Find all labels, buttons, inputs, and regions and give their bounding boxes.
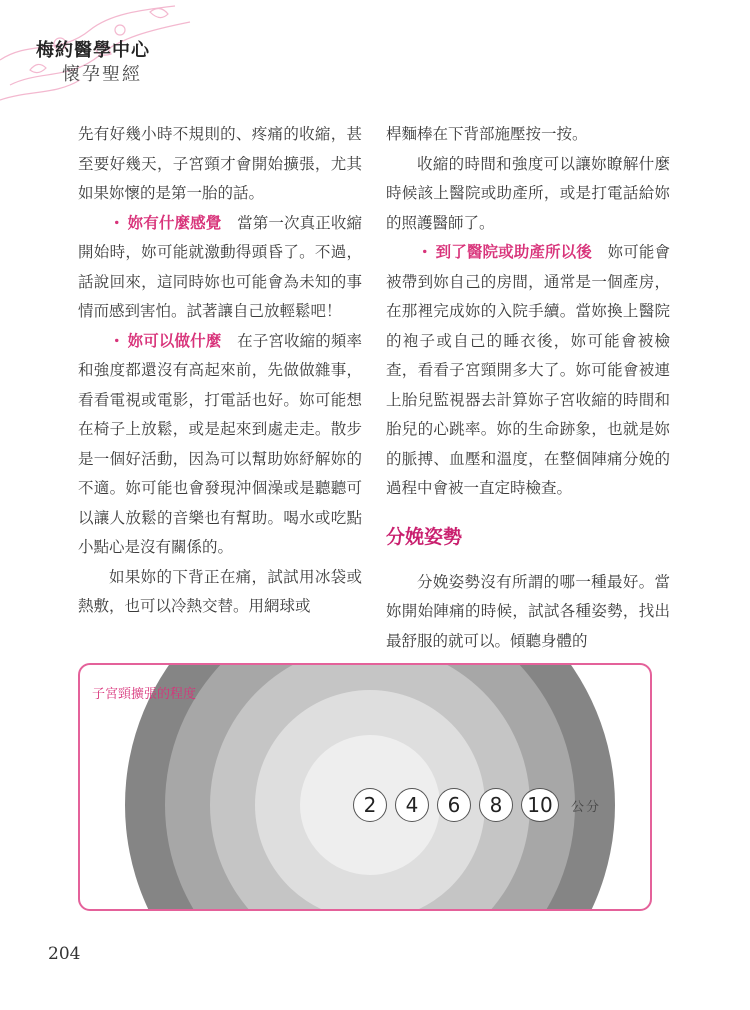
dilation-label-10: 10 xyxy=(521,788,559,822)
page-number: 204 xyxy=(48,944,81,964)
keyword-heading: ・ 妳可以做什麼 xyxy=(109,331,222,350)
bullet-dot: ・ xyxy=(417,243,433,261)
book-title: 懷孕聖經 xyxy=(62,64,142,85)
paragraph: 先有好幾小時不規則的、疼痛的收縮，甚至要好幾天，子宮頸才會開始擴張，尤其如果妳懷的是第一胎的話。 xyxy=(78,125,362,202)
figure-title: 子宮頸擴張的程度 xyxy=(92,687,197,702)
paragraph: 收縮的時間和強度可以讓妳瞭解什麼時候該上醫院或助產所，或是打電話給妳的照護醫師了。 xyxy=(386,154,670,232)
left-column xyxy=(78,120,362,622)
dilation-label-8: 8 xyxy=(479,788,513,822)
bullet-dot: ・ xyxy=(109,213,125,232)
paragraph: 桿麵棒在下背部施壓按一按。 xyxy=(386,125,588,143)
paragraph: ・ 妳有什麼感覺 當第一次真正收縮開始時，妳可能就激動得頭昏了。不過，話說回來，這同時妳也可能會為未知的事情而感到害怕。試著讓自己放輕鬆吧！ xyxy=(78,213,362,320)
paragraph: 如果妳的下背正在痛，試試用冰袋或熱敷，也可以冷熱交替。用網球或 xyxy=(78,567,362,615)
cervical-dilation-figure xyxy=(78,663,652,911)
unit-label: 公分 xyxy=(571,799,602,815)
dilation-label-4: 4 xyxy=(395,788,429,822)
bullet-dot: ・ xyxy=(109,331,125,350)
brand-name: 梅約醫學中心 xyxy=(36,40,150,61)
dilation-label-2: 2 xyxy=(353,788,387,822)
paragraph: ・ 到了醫院或助產所以後 妳可能會被帶到妳自己的房間，通常是一個產房，在那裡完成妳的入院手續。當妳換上醫院的袍子或自己的睡衣後，妳可能會被檢查，看看子宮頸開多大了。妳可能會被連上胎兒監視器去計算妳子宮收縮的時間和胎兒的心跳率。妳的生命跡象，也就是妳的脈搏、血壓和溫度，在整個陣痛分娩的過程中會被一直定時檢查。 xyxy=(386,243,670,497)
paragraph: 分娩姿勢沒有所謂的哪一種最好。當妳開始陣痛的時候，試試各種姿勢，找出最舒服的就可以。傾聽身體的 xyxy=(386,572,670,650)
keyword-heading: ・ 到了醫院或助產所以後 xyxy=(417,243,592,261)
dilation-label-6: 6 xyxy=(437,788,471,822)
paragraph: ・ 妳可以做什麼 在子宮收縮的頻率和強度都還沒有高起來前，先做做雜事，看看電視或電影，打電話也好。妳可能想在椅子上放鬆，或是起來到處走走。散步是一個好活動，因為可以幫助妳紓解妳的不適。妳可能也會發現沖個澡或是聽聽可以讓人放鬆的音樂也有幫助。喝水或吃點小點心是沒有關係的。 xyxy=(78,331,362,556)
right-column xyxy=(386,120,670,656)
keyword-heading: ・ 妳有什麼感覺 xyxy=(109,213,222,232)
dilation-scale xyxy=(353,788,601,822)
section-title: 分娩姿勢 xyxy=(386,525,463,548)
